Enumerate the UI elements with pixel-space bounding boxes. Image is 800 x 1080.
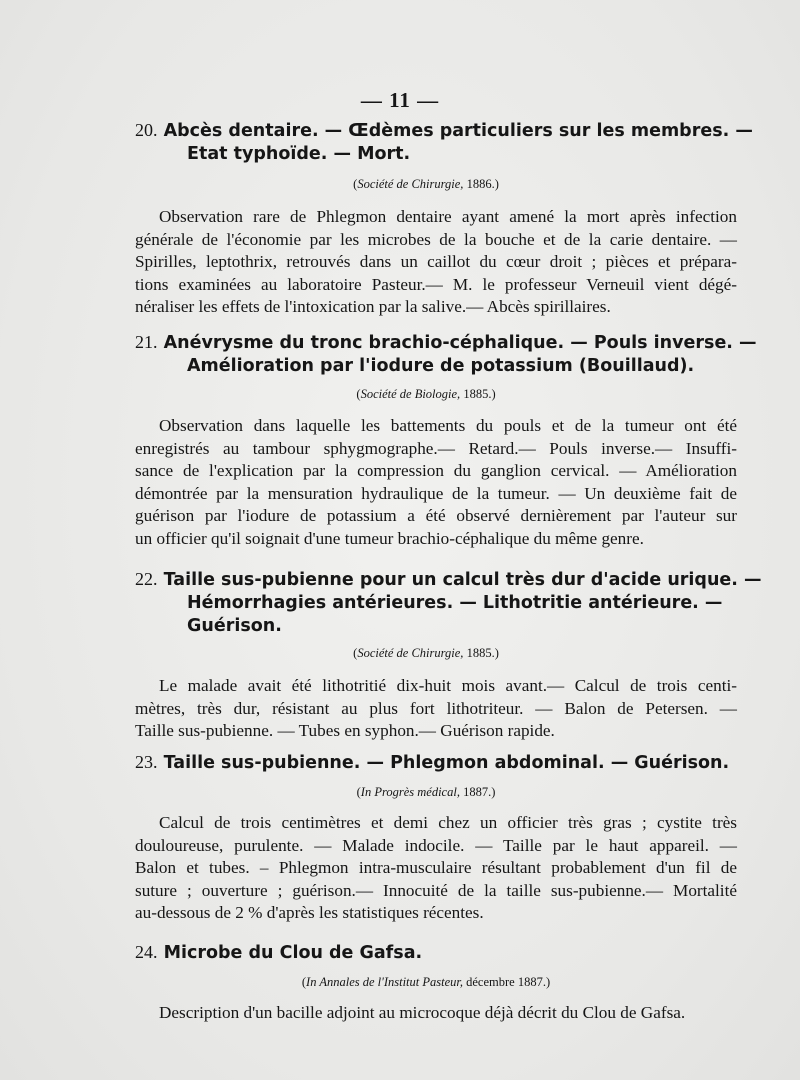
- heading-text: Microbe du Clou de Gafsa.: [163, 943, 423, 963]
- entry-source: (Société de Biologie, 1885.): [356, 387, 496, 401]
- body-line: suture ; ouverture ; guérison.— Innocuité de la taille sus-pubienne.— Mortalité: [135, 880, 737, 900]
- entry-heading: [0, 568, 800, 638]
- body-line: mètres, très dur, résistant au plus fort lithotriteur. — Balon de Petersen. —: [135, 698, 737, 718]
- body-line: Observation rare de Phlegmon dentaire ayant amené la mort après infection: [159, 207, 737, 226]
- entry-heading: [0, 751, 800, 775]
- body-line: Spirilles, leptothrix, retrouvés dans un caillot du cœur droit ; pièces et prépara-: [135, 252, 737, 272]
- heading-line: [135, 119, 800, 143]
- entry-source: (In Annales de l'Institut Pasteur, décembre 1887.): [301, 975, 551, 989]
- body-line: douloureuse, purulente. — Malade indocile. — Taille par le haut appareil. —: [135, 835, 737, 855]
- entry-number: 20.: [135, 120, 158, 140]
- body-line: guérison par l'iodure de potassium a été observé dernièrement par l'auteur sur: [135, 506, 737, 526]
- entry-23: [0, 751, 800, 925]
- heading-text: Anévrysme du tronc brachio-céphalique. — Pouls inverse. —: [163, 333, 757, 353]
- body-line: Description d'un bacille adjoint au microcoque déjà décrit du Clou de Gafsa.: [159, 1003, 686, 1022]
- source-year: 1885.: [466, 646, 495, 660]
- entry-number: 21.: [135, 332, 158, 352]
- source-name: In Progrès médical,: [360, 785, 460, 799]
- body-line: tions examinées au laboratoire Pasteur.— M. le professeur Verneuil vient dégé-: [135, 274, 737, 294]
- heading-text: Abcès dentaire. — Œdèmes particuliers sur les membres. —: [163, 121, 753, 141]
- source-year: décembre 1887.: [466, 975, 546, 989]
- entry-20: [0, 119, 800, 319]
- body-line: enregistrés au tambour sphygmographe.— Retard.— Pouls inverse.— Insuffi-: [135, 438, 737, 458]
- heading-line: Hémorrhagies antérieures. — Lithotritie antérieure. —: [187, 593, 723, 613]
- body-line: Le malade avait été lithotritié dix-huit mois avant.— Calcul de trois centi-: [159, 676, 737, 695]
- body-line: générale de l'économie par les microbes de la bouche et de la carie dentaire. —: [135, 229, 737, 249]
- entry-21: [0, 331, 800, 551]
- entry-number: 24.: [135, 942, 158, 962]
- body-line: un officier qu'il soignait d'une tumeur brachio-céphalique du même genre.: [135, 528, 644, 548]
- heading-text: Taille sus-pubienne pour un calcul très dur d'acide urique. —: [163, 570, 762, 590]
- entry-heading: [0, 941, 800, 965]
- entry-heading: [0, 119, 800, 166]
- body-line: Calcul de trois centimètres et demi chez un officier très gras ; cystite très: [159, 813, 737, 832]
- source-year: 1887.: [463, 785, 492, 799]
- heading-text: Taille sus-pubienne. — Phlegmon abdominal. — Guérison.: [163, 753, 730, 773]
- body-line: néraliser les effets de l'intoxication par la salive.— Abcès spirillaires.: [135, 297, 611, 317]
- entry-24: [0, 941, 800, 1025]
- entry-number: 23.: [135, 752, 158, 772]
- source-name: Société de Chirurgie,: [357, 177, 464, 191]
- entry-body: [0, 415, 737, 551]
- entry-source: (Société de Chirurgie, 1886.): [353, 177, 499, 191]
- heading-line: Amélioration par l'iodure de potassium (Bouillaud).: [187, 356, 695, 376]
- body-line: Taille sus-pubienne. — Tubes en syphon.— Guérison rapide.: [135, 721, 555, 741]
- body-line: sance de l'explication par la compression du ganglion cervical. — Amélioration: [135, 461, 737, 481]
- page-number: — 11 —: [360, 88, 440, 112]
- heading-line: Guérison.: [187, 616, 282, 636]
- entry-body: [0, 812, 737, 925]
- body-line: au-dessous de 2 % d'après les statistiques récentes.: [135, 903, 484, 923]
- entry-body: [0, 1002, 737, 1025]
- source-year: 1885.: [463, 387, 492, 401]
- entry-body: [0, 206, 737, 319]
- heading-line: [135, 568, 800, 592]
- entry-heading: [0, 331, 800, 378]
- entry-body: [0, 675, 737, 743]
- source-year: 1886.: [466, 177, 495, 191]
- heading-line: [135, 941, 800, 965]
- heading-line: Etat typhoïde. — Mort.: [187, 144, 411, 164]
- source-name: Société de Biologie,: [360, 387, 461, 401]
- entry-22: [0, 568, 800, 743]
- entry-source: (In Progrès médical, 1887.): [356, 785, 496, 799]
- source-name: Société de Chirurgie,: [357, 646, 464, 660]
- body-line: démontrée par la mensuration hydraulique de la tumeur. — Un deuxième fait de: [135, 483, 737, 503]
- heading-line: [135, 331, 800, 355]
- source-name: In Annales de l'Institut Pasteur,: [306, 975, 463, 989]
- body-line: Balon et tubes. – Phlegmon intra-musculaire résultant probablement d'un fil de: [135, 858, 737, 878]
- entry-source: (Société de Chirurgie, 1885.): [353, 646, 499, 660]
- heading-line: [135, 751, 800, 775]
- body-line: Observation dans laquelle les battements du pouls et de la tumeur ont été: [159, 416, 737, 435]
- entry-number: 22.: [135, 569, 158, 589]
